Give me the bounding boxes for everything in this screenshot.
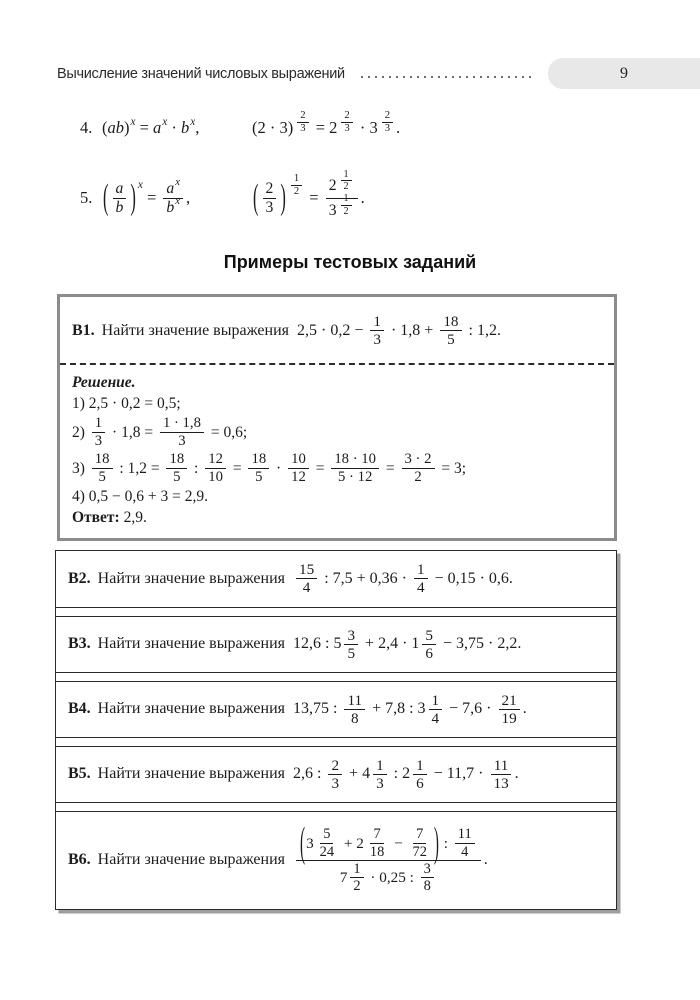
fraction: 1 2 [291,173,302,198]
running-head-title: Вычисление значений числовых выражений [57,65,345,82]
task-expression: ( 3 5 24 + 2 7 18 − $\frac{7}{72}$ ) : 11 4 7 1 2 · 0,25 : 3 8 . [293,826,488,894]
problems-table [55,550,617,910]
fraction: $\frac{1}{3}$ [370,313,384,348]
page-header [0,0,700,90]
answer-label: Ответ: [72,508,120,526]
task-b1-question [60,297,614,363]
solution-step-2 [72,415,602,449]
superscript [294,110,311,135]
task-expression: 2,6 : 2 3 + 4 1 3 : 2 1 6 − 11,7 · 11 13 . [293,756,519,792]
problem-row-b2 [56,551,616,608]
page-number-badge [548,58,700,89]
fraction: 11 8 [344,692,365,727]
step-math: 2) 1 3 · 1,8 = $\frac{1 \cdot 1,8}{3}$ = 0,6; [72,415,248,449]
formula-number: 4. [80,118,93,137]
superscript [338,169,355,193]
solution-step-4 [72,487,602,506]
paren-group: ( 3 5 24 + 2 7 18 − $\frac{7}{72}$ ) [300,819,439,867]
step-math: 1) 2,5 · 0,2 = 0,5; [72,395,181,413]
fraction: 1 3 [92,415,105,449]
fraction: $\frac{18}{5}$ [440,313,461,348]
fraction: $\frac{1 \cdot 1,8}{3}$ [160,415,204,449]
superscript: x [130,116,136,129]
fraction: 3 5 [344,627,358,662]
fraction: 5 24 [319,826,335,860]
fraction: 2 1 2 3 1 2 [326,174,358,222]
problem-row-b3 [56,616,616,673]
fraction: 2 3 [328,757,342,792]
solution-step-1 [72,394,602,413]
row-gap [56,738,616,746]
task-expression: 12,6 : 5 3 5 + 2,4 · 1 5 6 − 3,75 · 2,2. [293,626,522,662]
fraction: 1 2 [341,193,352,217]
page-number: 9 [620,64,628,82]
task-label: В1. [72,321,95,339]
formula-rule: ( ab ) x = a x · b x , [102,116,200,137]
example-task-box [57,294,617,541]
step-math: 4) 0,5 − 0,6 + 3 = 2,9. [72,488,209,506]
fraction: a x b x [163,180,183,216]
section-title: Примеры тестовых заданий [223,252,477,272]
fraction: 1 2 [341,169,352,193]
fraction: 15 4 [296,561,317,596]
task-prompt: Найти значение выражения [97,700,285,718]
step-math: 3) 18 5 : 1,2 = $\frac{18}{5}$ : $\frac{12}{10}$ = $\frac{18}{5}$ · $\frac{10}{12}$ = $\frac{18 \cdot 10}{5 \cdot 12}$ = $\frac{3 \cdot 2}{2}$ = 3; [72,451,467,485]
formula-row-4 [80,106,700,150]
task-label: В3. [68,635,91,653]
formula-list [80,106,700,232]
task-label: В4. [68,700,91,718]
row-gap [56,608,616,616]
superscript: x [190,116,196,129]
fraction: $\frac{18 \cdot 10}{5 \cdot 12}$ [331,451,379,485]
fraction: 18 5 [92,451,113,485]
superscript [379,110,396,135]
task-label: В6. [68,851,91,869]
fraction: $\frac{10}{12}$ [288,451,309,485]
formula-example: ( 2 3 ) 1 2 = 2 1 2 3 1 2 . [252,174,365,222]
task-expression: 2,5 · 0,2 − $\frac{1}{3}$ · 1,8 + $\frac{18}{5}$ : 1,2. [297,313,501,349]
fraction: ( 3 5 24 + 2 7 18 − $\frac{7}{72}$ ) : 11 4 7 1 2 · 0,25 : 3 8 [296,826,481,894]
answer-line [72,509,602,527]
solution-block [60,365,614,538]
fraction: $\frac{18}{5}$ [248,451,269,485]
fraction: a b [113,180,127,216]
answer-value: 2,9. [123,508,147,526]
fraction: 11 13 [490,757,511,792]
fraction: 1 4 [414,561,428,596]
superscript [338,110,355,135]
formula-row-5 [80,164,700,232]
fraction: $\frac{12}{10}$ [205,451,226,485]
fraction: $\frac{7}{72}$ [412,826,427,860]
fraction: 3 8 [421,861,434,894]
row-gap [56,673,616,681]
fraction: 2 3 [341,110,352,135]
task-label: В5. [68,765,91,783]
formula-number: 5. [80,188,93,207]
paren-group: ( 2 3 ) [253,175,286,217]
solution-title: Решение. [72,374,136,392]
superscript: x [162,116,168,129]
superscript [338,193,355,217]
task-prompt: Найти значение выражения [101,321,289,339]
task-expression: 13,75 : 11 8 + 7,8 : 3 1 4 − 7,6 · 21 19 . [293,691,527,727]
task-prompt: Найти значение выражения [97,635,285,653]
formula-example: (2 · 3) 2 3 = 2 2 3 · 3 2 3 . [252,109,401,137]
superscript: x [175,195,180,207]
fraction: 2 3 [263,180,277,216]
fraction: 2 3 [382,110,393,135]
fraction: $\frac{3 \cdot 2}{2}$ [402,451,435,485]
fraction: 1 2 [350,861,363,894]
problem-row-b5 [56,746,616,803]
solution-step-3 [72,451,602,485]
superscript: x [137,179,143,192]
fraction: 1 3 [373,757,387,792]
superscript: x [175,177,180,189]
dotted-leader [361,76,536,78]
task-prompt: Найти значение выражения [97,851,285,869]
task-prompt: Найти значение выражения [97,765,285,783]
task-label: В2. [68,569,91,587]
fraction: 11 4 [455,826,475,859]
fraction: 7 18 [369,826,385,860]
fraction: 1 4 [429,692,443,727]
fraction: $\frac{18}{5}$ [166,451,187,485]
paren-group: ( a b ) [103,175,136,217]
task-prompt: Найти значение выражения [97,569,285,587]
superscript [288,173,305,198]
problem-row-b6 [56,811,616,909]
fraction: 5 6 [422,627,436,662]
task-expression: 15 4 : 7,5 + 0,36 · 1 4 − 0,15 · 0,6. [293,561,513,596]
fraction: 1 6 [413,757,427,792]
formula-rule: ( a b ) x = a x b x , [103,175,191,217]
row-gap [56,803,616,811]
fraction: 21 19 [499,692,520,727]
problem-row-b4 [56,681,616,738]
fraction: 2 3 [297,110,308,135]
